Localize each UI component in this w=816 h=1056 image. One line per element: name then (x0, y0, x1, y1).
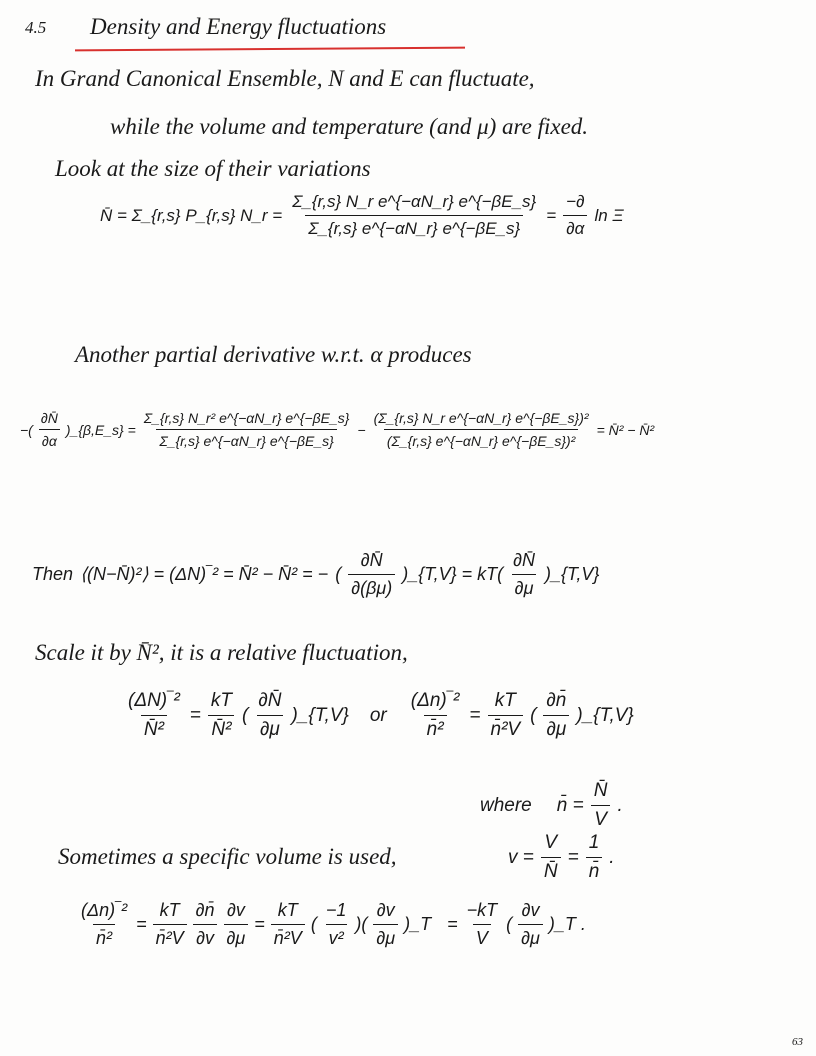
eq5-c-den: ∂v (193, 924, 217, 949)
eq3-sub1: )_{T,V} = kT( (402, 564, 504, 584)
eq4-a (125, 690, 183, 741)
eq4-f-den: ∂μ (543, 715, 569, 741)
eq1-numerator: Σ_{r,s} N_r e^{−αN_r} e^{−βE_s} (292, 192, 537, 211)
eq5-e-den: n̄²V (271, 924, 305, 949)
eq1-denominator: Σ_{r,s} e^{−αN_r} e^{−βE_s} (305, 215, 523, 239)
eq4-b (208, 690, 235, 741)
equation-variance-derivation (20, 410, 654, 449)
where-num: N̄ (593, 780, 608, 801)
eq4-b-num: kT (210, 690, 232, 711)
eq5-sub-2: )_T . (548, 914, 586, 934)
eq3-fraction-2 (510, 550, 538, 599)
text-line-6: Sometimes a specific volume is used, (58, 844, 397, 869)
equation-then: Then ⟨(N−N̄)²⟩ = (ΔN)‾² = N̄² − N̄² = − ( $\frac{\partial N̄}{\partial(\beta\mu)}$ )_{T,V} = kT( $\frac{\partial N̄}{\partial\mu}$ )_{T,V} (32, 550, 600, 598)
text-line-1: In Grand Canonical Ensemble, N and E can fluctuate, (35, 66, 535, 91)
eq4-a-num: (ΔN)‾² (128, 690, 180, 711)
eq2-prefix: −( (20, 421, 33, 438)
eq2-minus: − (357, 421, 366, 438)
sv-fraction-2 (586, 832, 603, 883)
eq5-c-num: ∂n̄ (195, 900, 215, 920)
eq5-e-num: kT (277, 900, 298, 920)
eq5-h-den: V (473, 924, 491, 949)
text-line-3: Look at the size of their variations (55, 156, 371, 181)
sv-den2: n̄ (586, 857, 603, 883)
eq2-lhs-den: ∂α (39, 429, 60, 449)
eq4-b-den: N̄² (208, 715, 234, 741)
eq1-equals: = (546, 205, 557, 225)
equation-mean-n (100, 192, 623, 239)
eq5-a (78, 900, 130, 949)
eq5-a-den: n̄² (93, 924, 115, 949)
eq4-d-den: n̄² (424, 715, 447, 741)
eq4-sub-2: )_{T,V} (576, 704, 634, 726)
sv-lhs: v = (508, 846, 534, 868)
eq3-f1-num: ∂N̄ (360, 550, 383, 570)
eq5-g-num: ∂v (376, 900, 395, 920)
eq1-d-num: −∂ (566, 192, 585, 211)
eq5-d-num: ∂v (226, 900, 245, 920)
eq3-sub2: )_{T,V} (545, 564, 600, 584)
sv-num1: V (544, 832, 558, 853)
eq1-derivative (563, 192, 587, 239)
eq3-prefix: Then (32, 564, 74, 584)
eq4-d (408, 690, 463, 741)
eq5-i-num: ∂v (521, 900, 540, 920)
eq4-c-num: ∂N̄ (258, 690, 282, 711)
eq4-sub-1: )_{T,V} (291, 704, 349, 726)
eq4-e-den: n̄²V (488, 715, 524, 741)
eq2-t1-den: Σ_{r,s} e^{−αN_r} e^{−βE_s} (156, 429, 337, 449)
title-underline (75, 47, 465, 52)
eq2-term1 (141, 410, 353, 449)
eq4-d-num: (Δn)‾² (410, 690, 460, 711)
text-line-2: while the volume and temperature (and μ) are fixed. (110, 114, 589, 139)
eq5-f (323, 900, 350, 949)
eq5-g (373, 900, 398, 949)
eq5-h (464, 900, 501, 949)
eq1-ln-xi: ln Ξ (594, 205, 624, 225)
eq4-c (255, 690, 284, 741)
sv-fraction-1 (541, 832, 561, 883)
eq4-f (543, 690, 569, 741)
eq2-t2-den: (Σ_{r,s} e^{−αN_r} e^{−βE_s})² (384, 429, 579, 449)
eq2-term2 (371, 410, 592, 449)
eq5-g-den: ∂μ (373, 924, 398, 949)
text-line-4: Another partial derivative w.r.t. α produces (75, 342, 472, 367)
eq2-lhs-fraction (38, 410, 61, 449)
eq3-f2-den: ∂μ (512, 574, 537, 599)
eq5-c (193, 900, 218, 949)
eq4-f-num: ∂n̄ (546, 690, 567, 711)
eq4-e (488, 690, 524, 741)
specific-volume-definition (508, 832, 615, 883)
eq3-f2-num: ∂N̄ (513, 550, 536, 570)
sv-num2: 1 (588, 832, 600, 853)
equation-specific-volume-fluctuation: $\frac{\text{(Δn)‾²}}{\text{n̄²}}$ = $\frac{kT}{\text{n̄²V}}$ $\frac{\partial n̄}{\partial v}$ $\frac{\partial v}{\partial\mu}$ = $\frac{kT}{\text{n̄²V}}$ ( $\frac{-1}{\text{v²}}$ )( $\frac{\partial v}{\partial\mu}$ )_T = $\frac{-kT}{V}$ ( $\frac{\partial v}{\partial\mu}$ )_T . (78, 900, 586, 949)
eq2-t1-num: Σ_{r,s} N_r² e^{−αN_r} e^{−βE_s} (143, 410, 350, 426)
eq2-rhs: = N̄² − N̄² (596, 421, 655, 438)
eq4-equals-1: = (189, 704, 201, 726)
where-den: V (591, 805, 610, 831)
sv-den1: N̄ (541, 857, 561, 883)
eq1-fraction (289, 192, 539, 239)
eq1-d-den: ∂α (563, 215, 587, 239)
eq5-a-num: (Δn)‾² (81, 900, 128, 920)
eq2-t2-num: (Σ_{r,s} N_r e^{−αN_r} e^{−βE_s})² (373, 410, 589, 426)
eq5-equals-2: = (254, 914, 265, 934)
eq5-i (518, 900, 543, 949)
eq4-or: or (369, 704, 387, 726)
eq5-b (153, 900, 187, 949)
eq4-e-num: kT (494, 690, 516, 711)
page-number: 63 (792, 1036, 803, 1048)
where-period: . (617, 794, 623, 816)
eq5-b-den: n̄²V (153, 924, 187, 949)
where-fraction (591, 780, 611, 831)
eq5-b-num: kT (159, 900, 180, 920)
eq5-h-num: −kT (466, 900, 498, 920)
eq5-e (271, 900, 305, 949)
eq2-suffix: )_{β,E_s} = (65, 421, 136, 438)
eq5-equals-3: = (447, 914, 458, 934)
eq5-d (224, 900, 249, 949)
text-line-5: Scale it by N̄², it is a relative fluctuation, (35, 640, 408, 665)
where-lhs: n̄ = (556, 794, 584, 816)
sv-period: . (609, 846, 615, 868)
eq5-d-den: ∂μ (224, 924, 249, 949)
eq5-f-num: −1 (325, 900, 347, 920)
eq5-sub-1: )_T (404, 914, 432, 934)
eq4-a-den: N̄² (141, 715, 167, 741)
eq1-lhs: N̄ = Σ_{r,s} P_{r,s} N_r = (100, 205, 283, 225)
eq5-equals-1: = (136, 914, 147, 934)
eq2-lhs-num: ∂N̄ (40, 410, 58, 426)
eq3-body: ⟨(N−N̄)²⟩ = (ΔN)‾² = N̄² − N̄² = − (80, 564, 329, 584)
eq3-fraction-1 (348, 550, 395, 599)
where-label: where (480, 794, 532, 816)
eq4-c-den: ∂μ (257, 715, 283, 741)
eq5-f-den: v² (326, 924, 347, 949)
section-title: Density and Energy fluctuations (90, 14, 387, 39)
eq3-f1-den: ∂(βμ) (348, 574, 395, 599)
eq5-i-den: ∂μ (518, 924, 543, 949)
section-number: 4.5 (25, 18, 47, 37)
sv-equals: = (567, 846, 579, 868)
eq4-equals-2: = (469, 704, 481, 726)
equation-relative-fluctuation: $\frac{\text{(ΔN)‾²}}{\text{N̄²}}$ = $\frac{kT}{\text{N̄²}}$ ( $\frac{\partial N̄}{\partial\mu}$ )_{T,V} or $\frac{\text{(Δn)‾²}}{\text{n̄²}}$ = $\frac{kT}{\text{n̄²V}}$ ( $\frac{\partial n̄}{\partial\mu}$ )_{T,V} (125, 690, 634, 741)
where-definition (480, 780, 623, 831)
